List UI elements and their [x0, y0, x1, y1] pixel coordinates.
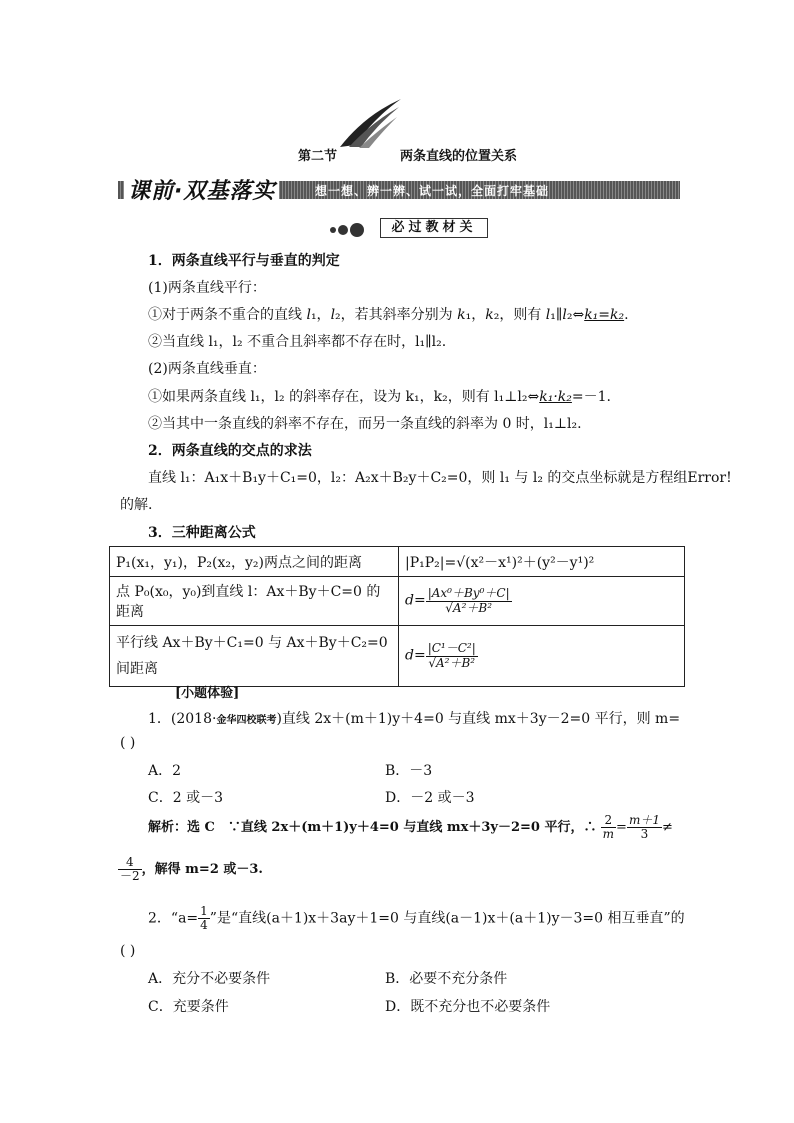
- table-row: [110, 626, 685, 687]
- s3-heading: 3．三种距离公式: [148, 525, 256, 541]
- s2-line2: 的解.: [120, 497, 153, 513]
- q2-option-d: D．既不充分也不必要条件: [385, 999, 551, 1015]
- s1-answer-perp: k₁·k₂: [539, 389, 572, 405]
- s1-p2-b: ②当其中一条直线的斜率不存在，而另一条直线的斜率为 0 时，l₁⊥l₂.: [148, 416, 582, 432]
- q2-option-a: A．充分不必要条件: [148, 971, 271, 987]
- s1-heading: 1．两条直线平行与垂直的判定: [148, 253, 340, 269]
- q1-solution-cont: $\frac{4}{-2}$ ，解得 m=2 或－3.: [120, 855, 263, 884]
- s2-heading: 2．两条直线的交点的求法: [148, 443, 312, 459]
- table-cell-formula: |P₁P₂|=√(x²－x¹)²＋(y²－y¹)²: [399, 547, 685, 577]
- q2-stem: 2．“a= $\frac{1}{4}$ ”是“直线(a＋1)x＋3ay＋1=0 与直线(a－1)x＋(a＋1)y－3=0 相互垂直”的: [148, 904, 685, 933]
- q1-option-d: D．－2 或－3: [385, 790, 475, 806]
- section-banner: [118, 178, 680, 202]
- banner-subtitle: 想一想、辨一辨、试一试，全面打牢基础: [315, 184, 550, 198]
- s1-answer-parallel: k₁=k₂: [584, 307, 625, 323]
- table-row: [110, 547, 685, 577]
- table-row: [110, 577, 685, 626]
- s1-p1-b: ②当直线 l₁，l₂ 不重合且斜率都不存在时，l₁∥l₂.: [148, 334, 447, 350]
- q1-option-c: C．2 或－3: [148, 790, 223, 806]
- section-number: 第二节: [298, 149, 338, 164]
- s2-line: 直线 l₁：A₁x＋B₁y＋C₁=0，l₂：A₂x＋B₂y＋C₂=0，则 l₁ 与 l₂ 的交点坐标就是方程组Error!: [148, 470, 732, 486]
- practice-heading: [小题体验]: [175, 686, 240, 701]
- table-cell-label: 平行线 Ax＋By＋C₁=0 与 Ax＋By＋C₂=0 间距离: [110, 626, 399, 687]
- s1-p1-title: (1)两条直线平行：: [148, 280, 266, 296]
- q1-solution: 解析：选 C ∵直线 2x＋(m＋1)y＋4=0 与直线 mx＋3y－2=0 平行，∴ $\frac{2}{m}$ = $\frac{m+1}{3}$ ≠: [148, 813, 673, 842]
- table-cell-label: 点 P₀(x₀，y₀)到直线 l：Ax＋By＋C=0 的距离: [110, 577, 399, 626]
- section-tag-label: 必过教材关: [380, 218, 488, 238]
- table-cell-formula: d= $\frac{\text{|Ax⁰＋By⁰＋C|}}{\text{√A²＋B²}}$: [399, 577, 685, 626]
- table-cell-formula: d= $\frac{\text{|C¹－C²|}}{\text{√A²＋B²}}$: [399, 626, 685, 687]
- s1-p1-a: ①对于两条不重合的直线 l₁，l₂，若其斜率分别为 k₁，k₂，则有 l₁∥l₂⇔k₁=k₂.: [148, 307, 629, 323]
- q1-paren: ( ): [120, 735, 136, 751]
- section-tag: [330, 218, 490, 238]
- q2-option-c: C．充要条件: [148, 999, 229, 1015]
- s1-p2-title: (2)两条直线垂直：: [148, 361, 266, 377]
- q2-paren: ( ): [120, 943, 136, 959]
- q1-option-b: B．－3: [385, 763, 433, 779]
- distance-formula-table: [109, 546, 685, 687]
- dots-icon: [330, 222, 366, 238]
- chapter-header: [0, 95, 794, 165]
- s1-p2-a: ①如果两条直线 l₁，l₂ 的斜率存在，设为 k₁，k₂，则有 l₁⊥l₂⇔k₁·k₂=－1.: [148, 389, 611, 405]
- banner-title: 课前·双基落实: [124, 174, 279, 205]
- q2-option-b: B．必要不充分条件: [385, 971, 508, 987]
- swoosh-logo-icon: [335, 95, 405, 150]
- q1-stem: 1．(2018·金华四校联考)直线 2x＋(m＋1)y＋4=0 与直线 mx＋3y－2=0 平行，则 m=: [148, 711, 681, 727]
- q1-option-a: A．2: [148, 763, 182, 779]
- table-cell-label: P₁(x₁，y₁)，P₂(x₂，y₂)两点之间的距离: [110, 547, 399, 577]
- page-title: 两条直线的位置关系: [400, 149, 518, 164]
